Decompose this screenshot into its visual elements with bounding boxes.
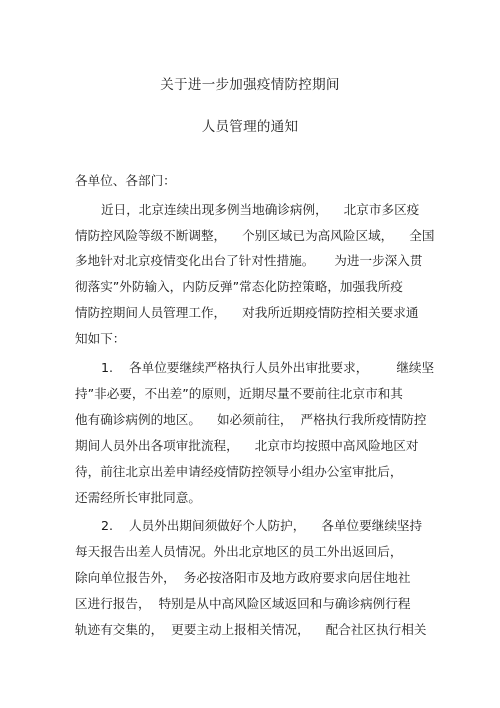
- body-line: 2. 人员外出期间须做好个人防护， 各单位要继续坚持: [101, 518, 423, 533]
- body-line: 期间人员外出各项审批流程， 北京市均按照中高风险地区对: [75, 438, 419, 453]
- body-line: 区进行报告， 特别是从中高风险区域返回和与确诊病例行程: [75, 596, 411, 611]
- body-line: 每天报告出差人员情况。外出北京地区的员工外出返回后，: [75, 544, 403, 559]
- body-line: 除向单位报告外， 务必按洛阳市及地方政府要求向居住地社: [75, 570, 411, 585]
- document-title-line-1: 关于进一步加强疫情防控期间: [160, 77, 340, 93]
- body-line: 情防控期间人员管理工作， 对我所近期疫情防控相关要求通: [75, 305, 419, 320]
- body-line: 近日，北京连续出现多例当地确诊病例， 北京市多区疫: [101, 202, 420, 217]
- salutation: 各单位、各部门：: [75, 173, 176, 188]
- body-line: 持”非必要，不出差”的原则，近期尽量不要前往北京市和其: [75, 386, 403, 401]
- body-line: 还需经所长审批同意。: [75, 490, 201, 505]
- body-line: 1. 各单位要继续严格执行人员外出审批要求， 继续坚: [101, 360, 435, 375]
- body-line: 情防控风险等级不断调整， 个别区域已为高风险区域， 全国: [75, 228, 435, 243]
- body-line: 他有确诊病例的地区。 如必须前往， 严格执行我所疫情防控: [75, 412, 427, 427]
- document-title-line-2: 人员管理的通知: [201, 119, 299, 135]
- body-line: 待，前往北京出差申请经疫情防控领导小组办公室审批后，: [75, 464, 403, 479]
- body-line: 多地针对北京疫情变化出台了针对性措施。 为进一步深入贯: [75, 253, 423, 268]
- body-line: 轨迹有交集的， 更要主动上报相关情况， 配合社区执行相关: [75, 622, 427, 637]
- body-line: 知如下：: [75, 331, 126, 346]
- body-line: 彻落实”外防输入，内防反弹”常态化防控策略，加强我所疫: [75, 279, 403, 294]
